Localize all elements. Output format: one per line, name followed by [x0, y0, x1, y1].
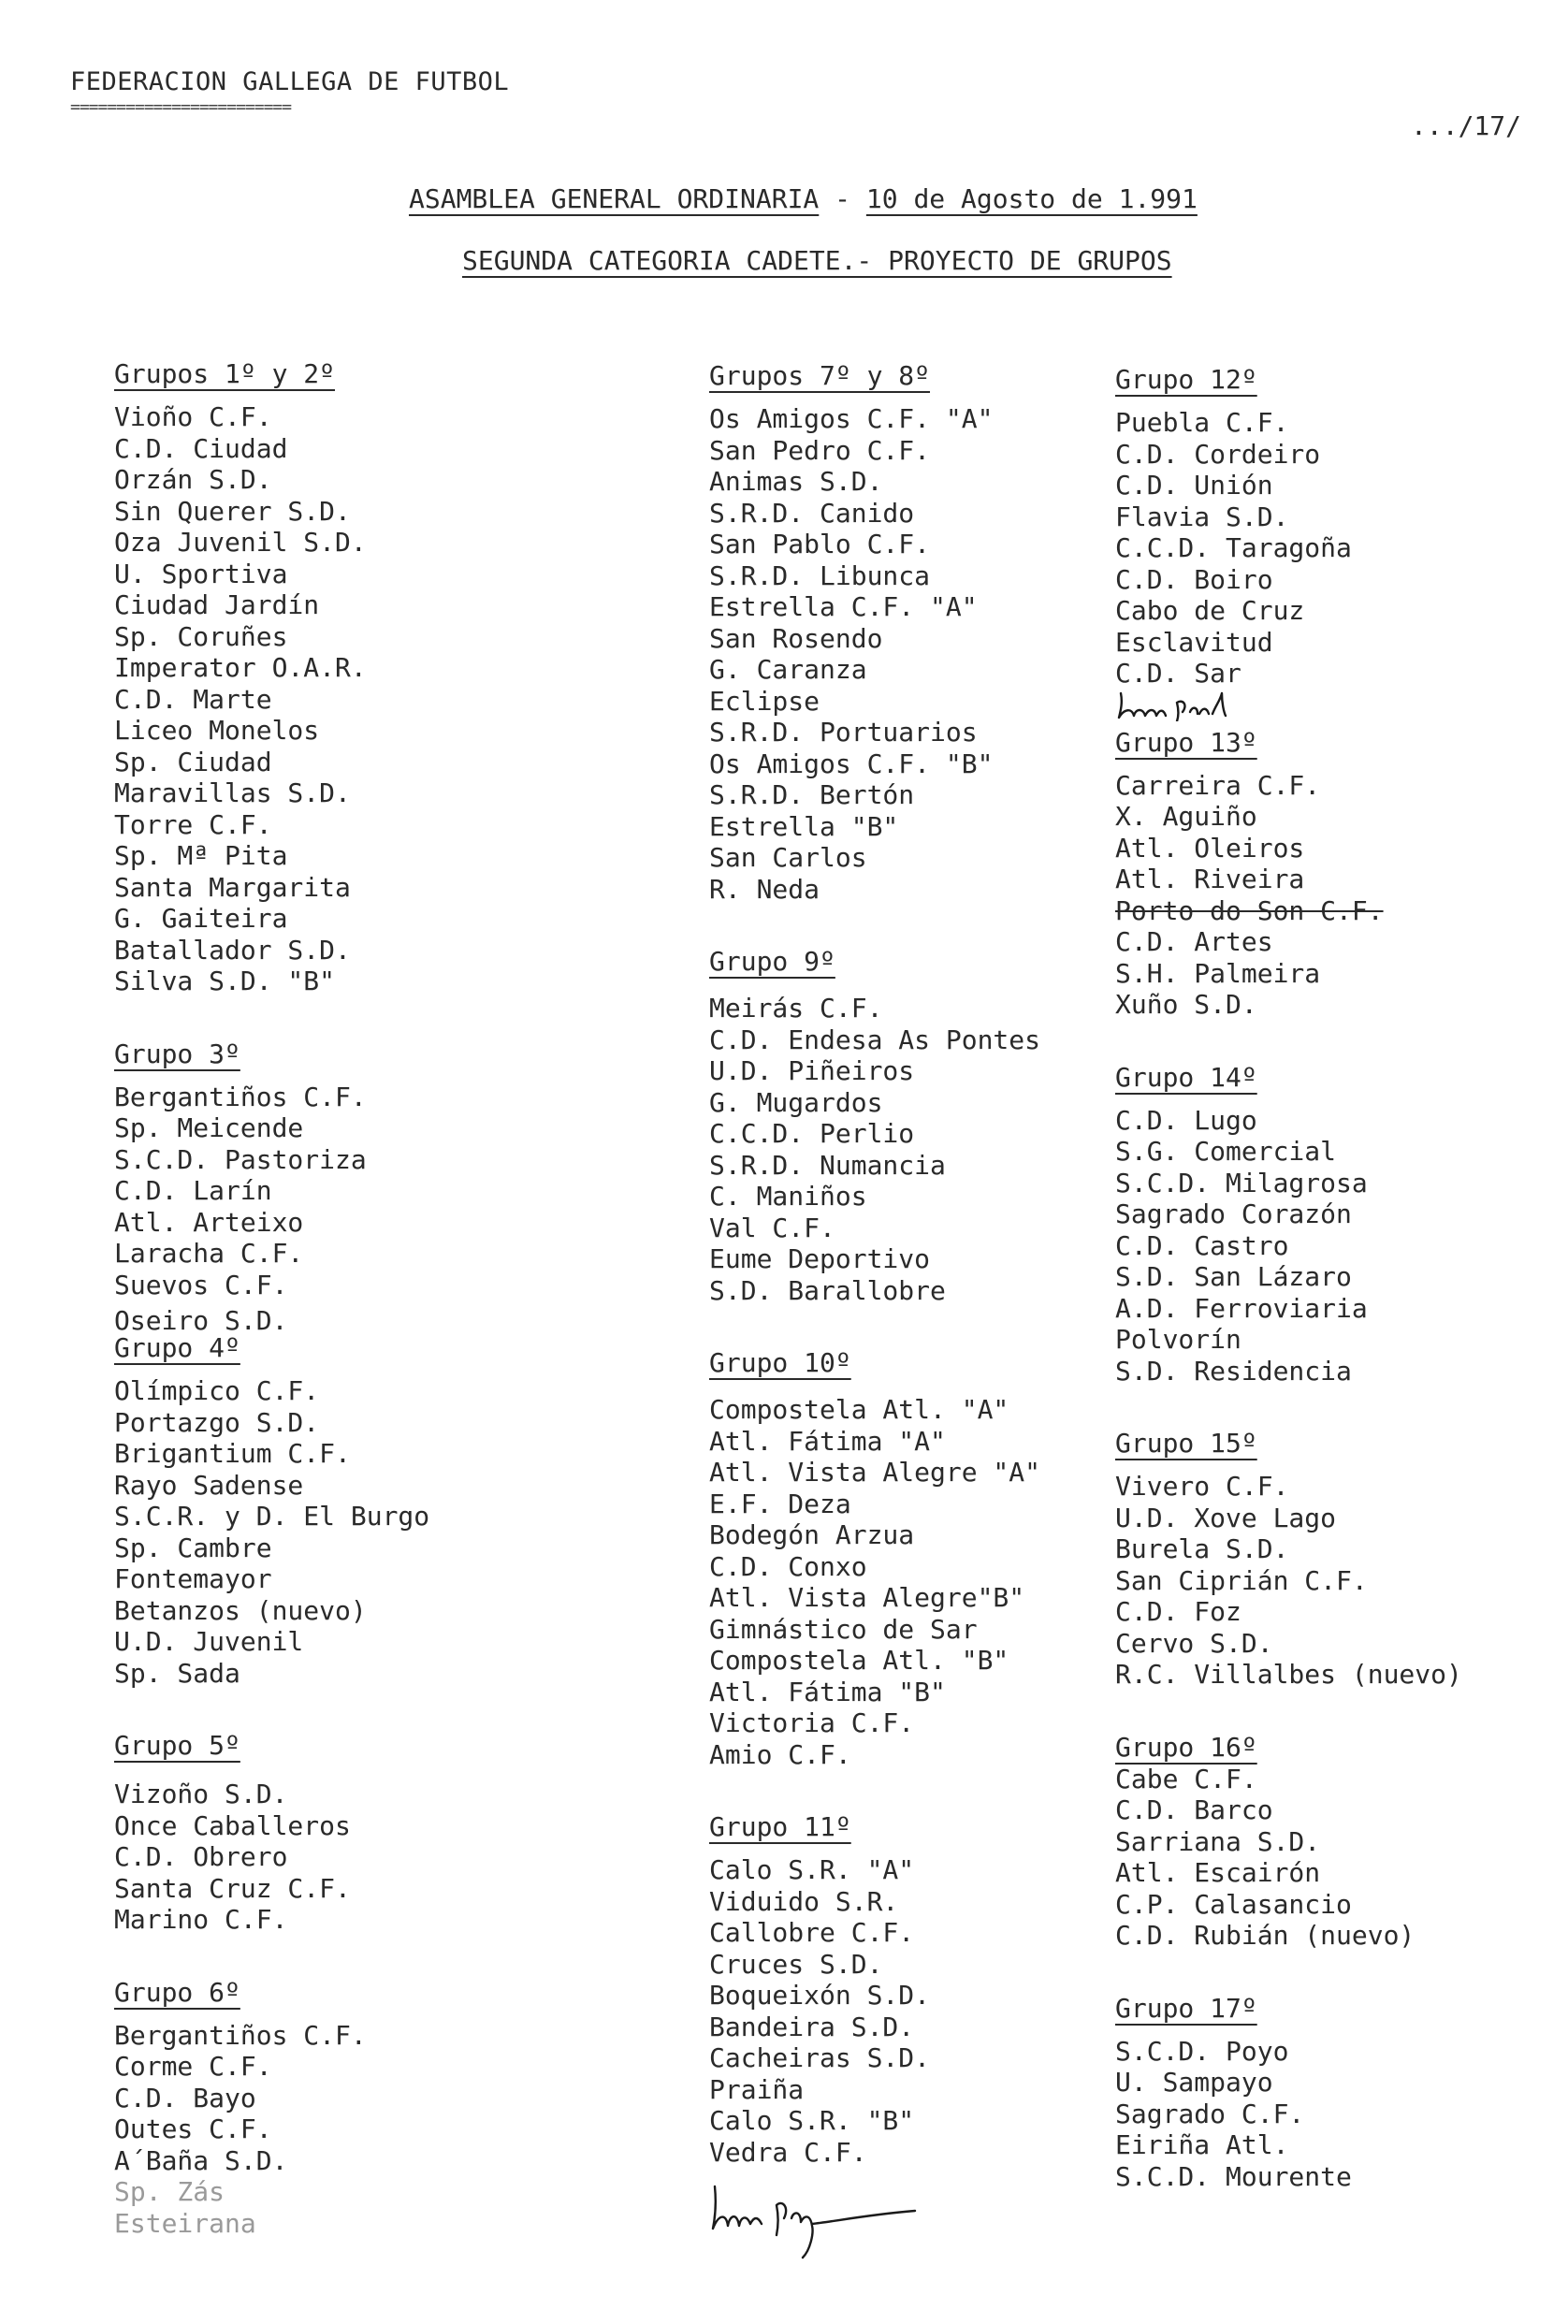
- team-entry: Atl. Fátima "B": [709, 1676, 946, 1707]
- team-entry: Olímpico C.F.: [114, 1375, 320, 1406]
- team-entry: Brigantium C.F.: [114, 1438, 351, 1469]
- group-heading: Grupo 3º: [114, 1038, 240, 1069]
- team-entry: C.D. Unión: [1115, 470, 1273, 501]
- column-right: [1115, 364, 1568, 2233]
- group-heading: Grupo 12º: [1115, 364, 1257, 395]
- team-entry: Puebla C.F.: [1115, 407, 1289, 438]
- group-heading: Grupo 14º: [1115, 1061, 1257, 1093]
- team-entry: Sp. Meicende: [114, 1112, 304, 1143]
- team-entry: Cabo de Cruz: [1115, 595, 1305, 626]
- team-entry: Compostela Atl. "A": [709, 1394, 1009, 1425]
- group-heading: Grupo 13º: [1115, 726, 1257, 758]
- team-entry: C.D. Boiro: [1115, 563, 1273, 595]
- group-block: [1115, 1993, 1568, 2193]
- team-entry: Atl. Vista Alegre "A": [709, 1457, 1041, 1488]
- team-entry: U.D. Piñeiros: [709, 1055, 915, 1086]
- team-entry: Torre C.F.: [114, 808, 272, 840]
- team-entry: C.D. Larín: [114, 1175, 272, 1206]
- group-heading: Grupo 15º: [1115, 1428, 1257, 1459]
- team-entry: Vivero C.F.: [1115, 1471, 1289, 1502]
- team-entry: S.R.D. Portuarios: [709, 717, 978, 748]
- team-entry: San Carlos: [709, 842, 867, 873]
- team-entry: San Ciprián C.F.: [1115, 1564, 1368, 1596]
- team-entry: C.D. Obrero: [114, 1841, 288, 1872]
- team-entry: S.R.D. Bertón: [709, 779, 915, 810]
- team-entry: Meirás C.F.: [709, 993, 883, 1024]
- team-entry: Cacheiras S.D.: [709, 2042, 931, 2073]
- team-entry: Bodegón Arzua: [709, 1519, 915, 1550]
- team-entry: Atl. Escairón: [1115, 1857, 1321, 1888]
- team-entry: C. Maniños: [709, 1181, 867, 1212]
- group-heading: Grupo 9º: [709, 946, 835, 977]
- team-entry: Marino C.F.: [114, 1904, 288, 1935]
- team-entry: A´Baña S.D.: [114, 2144, 288, 2176]
- team-entry: Vedra C.F.: [709, 2136, 867, 2168]
- team-entry: Liceo Monelos: [114, 715, 320, 746]
- team-entry: Atl. Vista Alegre"B": [709, 1582, 1025, 1613]
- team-entry: G. Gaiteira: [114, 903, 288, 934]
- team-entry: C.P. Calasancio: [1115, 1888, 1352, 1920]
- team-entry: Betanzos (nuevo): [114, 1594, 367, 1626]
- team-entry: S.C.D. Poyo: [1115, 2035, 1289, 2067]
- team-entry: Silva S.D. "B": [114, 966, 336, 996]
- team-entry: Esclavitud: [1115, 626, 1273, 658]
- team-entry: Val C.F.: [709, 1212, 835, 1243]
- group-heading: Grupo 17º: [1115, 1992, 1257, 2024]
- team-entry: Sp. Cambre: [114, 1532, 272, 1563]
- team-entry: Batallador S.D.: [114, 934, 351, 966]
- column-left: [114, 358, 601, 2280]
- team-entry: Fontemayor: [114, 1563, 272, 1594]
- assembly-date: 10 de Agosto de 1.991: [865, 183, 1198, 214]
- team-entry: Sp. Mª Pita: [114, 840, 288, 871]
- team-entry: S.C.D. Mourente: [1115, 2160, 1352, 2192]
- team-entry: San Pedro C.F.: [709, 434, 931, 466]
- team-entry: Oza Juvenil S.D.: [114, 527, 367, 558]
- team-entry: C.D. Bayo: [114, 2082, 256, 2113]
- team-entry: C.D. Endesa As Pontes: [709, 1024, 1041, 1055]
- team-entry: Polvorín: [1115, 1324, 1241, 1355]
- team-entry: G. Mugardos: [709, 1086, 883, 1118]
- team-entry: Cervo S.D.: [1115, 1627, 1273, 1659]
- team-entry: Flavia S.D.: [1115, 501, 1289, 532]
- group-block: [114, 1332, 601, 1689]
- team-entry: Burela S.D.: [1115, 1533, 1289, 1564]
- team-entry: Carreira C.F.: [1115, 769, 1321, 801]
- team-entry: Calo S.R. "B": [709, 2105, 915, 2136]
- team-entry: Oseiro S.D.: [114, 1305, 288, 1336]
- team-entry: Eclipse: [709, 685, 820, 717]
- group-block: [114, 1730, 601, 1936]
- team-entry: S.R.D. Canido: [709, 497, 915, 529]
- document-title: [409, 183, 1198, 214]
- team-entry: U.D. Juvenil: [114, 1626, 304, 1657]
- team-entry: Eiriña Atl.: [1115, 2129, 1289, 2160]
- team-entry: Sp. Coruñes: [114, 620, 288, 652]
- team-entry: Sarriana S.D.: [1115, 1825, 1321, 1857]
- group-block: [114, 1038, 601, 1336]
- group-block: [114, 1977, 601, 2240]
- page-number: .../17/: [1411, 110, 1522, 141]
- team-entry: Os Amigos C.F. "A": [709, 403, 994, 434]
- team-entry: S.G. Comercial: [1115, 1136, 1337, 1167]
- team-entry: Eume Deportivo: [709, 1243, 931, 1274]
- team-entry: C.D. Ciudad: [114, 432, 288, 464]
- team-entry: C.D. Artes: [1115, 926, 1273, 957]
- team-entry: C.D. Conxo: [709, 1550, 867, 1582]
- team-entry: C.D. Rubián (nuevo): [1115, 1920, 1416, 1951]
- team-entry: Atl. Oleiros: [1115, 832, 1305, 864]
- team-entry: Imperator O.A.R.: [114, 652, 367, 683]
- team-entry: C.D. Castro: [1115, 1229, 1289, 1261]
- team-entry: E.F. Deza: [709, 1488, 851, 1519]
- group-heading: Grupos 1º y 2º: [114, 358, 336, 389]
- team-entry: San Rosendo: [709, 622, 883, 654]
- team-entry: R.C. Villalbes (nuevo): [1115, 1659, 1462, 1690]
- team-entry: U.D. Xove Lago: [1115, 1502, 1337, 1533]
- team-entry: Estrella "B": [709, 810, 899, 842]
- team-entry: Callobre C.F.: [709, 1917, 915, 1948]
- group-heading: Grupos 7º y 8º: [709, 360, 931, 391]
- group-block: [114, 358, 601, 997]
- team-entry: Atl. Fátima "A": [709, 1425, 946, 1457]
- team-entry: Animas S.D.: [709, 466, 883, 497]
- group-heading: Grupo 4º: [114, 1332, 240, 1363]
- team-entry: Santa Cruz C.F.: [114, 1872, 351, 1904]
- team-entry: Boqueixón S.D.: [709, 1980, 931, 2011]
- team-entry: Santa Margarita: [114, 871, 351, 903]
- team-entry: Atl. Riveira: [1115, 864, 1305, 894]
- group-block: [1115, 1428, 1568, 1691]
- team-entry: Bandeira S.D.: [709, 2011, 915, 2042]
- team-entry: C.C.D. Taragoña: [1115, 532, 1352, 563]
- team-entry: Estrella C.F. "A": [709, 591, 978, 622]
- group-heading: Grupo 10º: [709, 1347, 851, 1378]
- team-entry: C.D. Lugo: [1115, 1104, 1257, 1136]
- team-entry: San Pablo C.F.: [709, 529, 931, 559]
- team-entry: C.D. Cordeiro: [1115, 438, 1321, 470]
- team-entry: Os Amigos C.F. "B": [709, 748, 994, 779]
- team-entry: U. Sportiva: [114, 558, 288, 589]
- team-entry: S.C.R. y D. El Burgo: [114, 1501, 430, 1532]
- team-entry: Sagrado C.F.: [1115, 2098, 1305, 2129]
- team-entry: Cruces S.D.: [709, 1948, 883, 1980]
- team-entry: Orzán S.D.: [114, 464, 272, 495]
- team-entry: C.D. Foz: [1115, 1596, 1241, 1627]
- team-entry: X. Aguiño: [1115, 801, 1257, 832]
- team-entry: S.D. San Lázaro: [1115, 1261, 1352, 1292]
- team-entry: Sagrado Corazón: [1115, 1198, 1352, 1229]
- team-entry: Calo S.R. "A": [709, 1854, 915, 1885]
- team-entry: Xuño S.D.: [1115, 989, 1257, 1020]
- team-entry: Once Caballeros: [114, 1809, 351, 1841]
- team-entry: R. Neda: [709, 873, 820, 905]
- group-block: [1115, 1732, 1568, 1952]
- title-separator: -: [819, 183, 866, 214]
- team-entry: Victoria C.F.: [709, 1707, 915, 1738]
- team-entry: S.D. Residencia: [1115, 1355, 1352, 1387]
- team-entry: Laracha C.F.: [114, 1238, 304, 1269]
- team-entry: S.D. Barallobre: [709, 1274, 946, 1306]
- team-entry: Esteirana: [114, 2207, 256, 2239]
- team-entry: Sp. Ciudad: [114, 746, 272, 777]
- team-entry: Sp. Zás: [114, 2176, 225, 2207]
- organization-name: FEDERACION GALLEGA DE FUTBOL: [70, 67, 510, 96]
- team-entry: Sp. Sada: [114, 1657, 240, 1689]
- team-entry: S.C.D. Pastoriza: [114, 1143, 367, 1175]
- team-entry: Rayo Sadense: [114, 1469, 304, 1501]
- team-entry: Bergantiños C.F.: [114, 2019, 367, 2051]
- group-block: [1115, 364, 1568, 721]
- team-entry: Praiña: [709, 2073, 805, 2105]
- team-entry: A.D. Ferroviaria: [1115, 1292, 1368, 1324]
- team-entry: S.R.D. Libunca: [709, 559, 931, 591]
- team-entry: G. Caranza: [709, 654, 867, 685]
- group-block: [1115, 1062, 1568, 1387]
- team-entry: Amio C.F.: [709, 1738, 851, 1770]
- team-entry: Sin Querer S.D.: [114, 495, 351, 527]
- team-entry: Bergantiños C.F.: [114, 1081, 367, 1112]
- group-block: [1115, 727, 1568, 1021]
- team-entry: C.D. Barco: [1115, 1794, 1273, 1825]
- team-entry: S.C.D. Milagrosa: [1115, 1167, 1368, 1198]
- team-entry: C.D. Marte: [114, 683, 272, 715]
- team-entry: C.C.D. Perlio: [709, 1118, 915, 1149]
- team-entry: S.R.D. Numancia: [709, 1149, 946, 1181]
- organization-underline: ========================: [70, 97, 292, 117]
- team-entry: Compostela Atl. "B": [709, 1645, 1009, 1676]
- team-entry: Corme C.F.: [114, 2051, 272, 2082]
- team-entry: C.D. Sar: [1115, 658, 1241, 689]
- document-subtitle: SEGUNDA CATEGORIA CADETE.- PROYECTO DE GRUPOS: [462, 245, 1172, 276]
- group-heading: Grupo 6º: [114, 1976, 240, 2008]
- team-entry: Portazgo S.D.: [114, 1406, 320, 1438]
- team-entry: U. Sampayo: [1115, 2067, 1273, 2098]
- handwritten-signature: [709, 2177, 952, 2261]
- group-heading: Grupo 16º: [1115, 1731, 1257, 1763]
- assembly-name: ASAMBLEA GENERAL ORDINARIA: [409, 183, 820, 214]
- team-entry: Suevos C.F.: [114, 1269, 288, 1300]
- team-entry: Gimnástico de Sar: [709, 1613, 978, 1645]
- team-entry: Ciudad Jardín: [114, 589, 320, 620]
- team-entry: Atl. Arteixo: [114, 1206, 304, 1238]
- handwritten-initials: [1115, 690, 1265, 721]
- team-entry-struck: Porto do Son C.F.: [1115, 894, 1384, 926]
- team-entry: Outes C.F.: [114, 2113, 272, 2144]
- team-entry: Vizoño S.D.: [114, 1779, 288, 1809]
- team-entry: Maravillas S.D.: [114, 777, 351, 808]
- team-entry: Viduido S.R.: [709, 1885, 899, 1917]
- team-entry: Vioño C.F.: [114, 401, 272, 432]
- team-entry: Cabe C.F.: [1115, 1763, 1257, 1794]
- team-entry: S.H. Palmeira: [1115, 957, 1321, 989]
- group-heading: Grupo 11º: [709, 1811, 851, 1842]
- group-heading: Grupo 5º: [114, 1730, 240, 1761]
